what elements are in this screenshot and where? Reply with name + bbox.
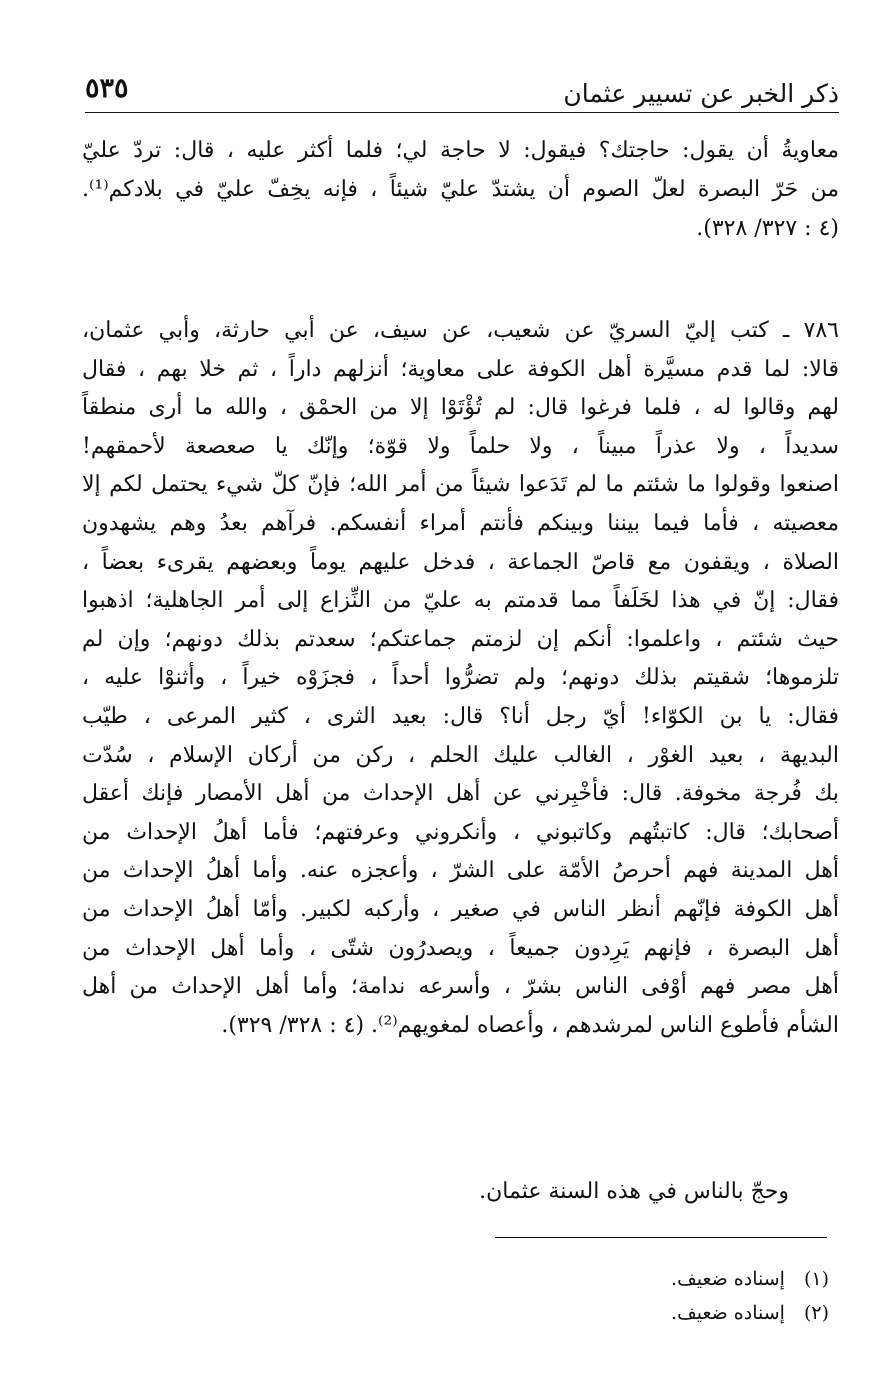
text-line: أهل الكوفة فإنّهم أنظر الناس في صغير ، وأركبه لكبير. وأمّا أهلُ الإحداث من (82, 896, 839, 922)
text-line: معصيته ، فأما فيما بيننا وبينكم فأنتم أمراء أنفسكم. فرآهم بعدُ وهم يشهدون (82, 510, 839, 536)
text-line: الصلاة ، ويقفون مع قاصّ الجماعة ، فدخل عليهم يوماً وبعضهم يقرىء بعضاً ، (82, 549, 839, 575)
paragraph-continuation (82, 131, 839, 248)
text-line: سديداً ، ولا عذراً مبيناً ، ولا حلماً ولا قوّة؛ وإنّك يا صعصعة لأحمقهم! (82, 433, 839, 459)
text-line: تلزموها؛ شقيتم بذلك دونهم؛ ولم تضرُّوا أحداً ، فجزَوْه خيراً ، وأثنوْا عليه ، (82, 665, 839, 691)
text-line: أهل مصر فهم أوْفى الناس بشرّ ، وأسرعه ندامة؛ وأما أهل الإحداث من أهل (82, 974, 839, 1000)
text-line: فقال: يا بن الكوّاء! أيّ رجل أنا؟ قال: بعيد الثرى ، كثير المرعى ، طيّب (82, 703, 839, 729)
page-header (85, 64, 839, 113)
text-line: بك فُرجة مخوفة. قال: فأخْبِرني عن أهل الإحداث من أهل الأمصار فإنك أعقل (82, 781, 839, 807)
text-line: وحجّ بالناس في هذه السنة عثمان. (479, 1179, 789, 1204)
text-line: (٤ : ٣٢٧/ ٣٢٨). (696, 216, 839, 241)
text-line: من حَرّ البصرة لعلّ الصوم أن يشتدّ عليّ شيئاً ، فإنه يخِفّ عليّ في بلادكم⁽¹⁾. (82, 177, 839, 202)
text-line: أهل البصرة ، فإنهم يَرِدون جميعاً ، ويصدرُون شتّى ، وأما أهل الإحداث من (82, 935, 839, 961)
footnote-number: (١) (803, 1268, 829, 1290)
text-line: الشأم فأطوع الناس لمرشدهم ، وأعصاه لمغويهم⁽²⁾. (٤ : ٣٢٨/ ٣٢٩). (221, 1012, 839, 1038)
text-line: أهل المدينة فهم أحرصُ الأمّة على الشرّ ، وأعجزه عنه. وأما أهلُ الإحداث من (82, 858, 839, 884)
footnote-number: (٢) (803, 1302, 829, 1324)
text-line: اصنعوا وقولوا ما شئتم ما لم تَدَعوا شيئاً من أمر الله؛ فإنّ كلّ شيء يحتمل لكم إلا (82, 472, 839, 498)
footnotes (82, 1262, 839, 1330)
running-title: ذكر الخبر عن تسيير عثمان (563, 79, 839, 108)
text-line: فقال: إنّ في هذا لخَلَفاً مما قدمتم به عليّ من النِّزاع إلى أمر الجاهلية؛ اذهبوا (82, 588, 839, 614)
footnote (82, 1262, 839, 1296)
text-line: حيث شئتم ، واعلموا: أنكم إن لزمتم جماعتكم؛ سعدتم بذلك دونهم؛ وإن لم (82, 626, 839, 652)
page-number: ٥٣٥ (85, 73, 129, 104)
paragraph-hajj (82, 1172, 839, 1212)
text-line: أصحابك؛ قال: كاتبتُهم وكاتبوني ، وأنكروني وعرفتهم؛ فأما أهلُ الإحداث من (82, 819, 839, 845)
footnote-text: إسناده ضعيف. (671, 1268, 785, 1290)
footnote-text: إسناده ضعيف. (671, 1302, 785, 1324)
text-line: قالا: لما قدم مسيَّرة أهل الكوفة على معاوية؛ أنزلهم داراً ، ثم خلا بهم ، فقال (82, 356, 839, 382)
text-line: البديهة ، بعيد الغوْر ، الغالب عليك الحلم ، ركن من أركان الإسلام ، سُدّت (82, 742, 839, 768)
footnote-separator (495, 1237, 827, 1238)
footnote (82, 1296, 839, 1330)
text-line: لهم وقالوا له ، فلما فرغوا قال: لم تُؤْتَوْا إلا من الحمْق ، والله ما أرى منطقاً (82, 395, 839, 421)
text-line: معاويةُ أن يقول: حاجتك؟ فيقول: لا حاجة لي؛ فلما أكثر عليه ، قال: تردّ عليّ (82, 138, 839, 163)
text-line: ٧٨٦ ـ كتب إليّ السريّ عن شعيب، عن سيف، عن أبي حارثة، وأبي عثمان، (82, 318, 839, 343)
paragraph-786 (82, 312, 839, 1045)
